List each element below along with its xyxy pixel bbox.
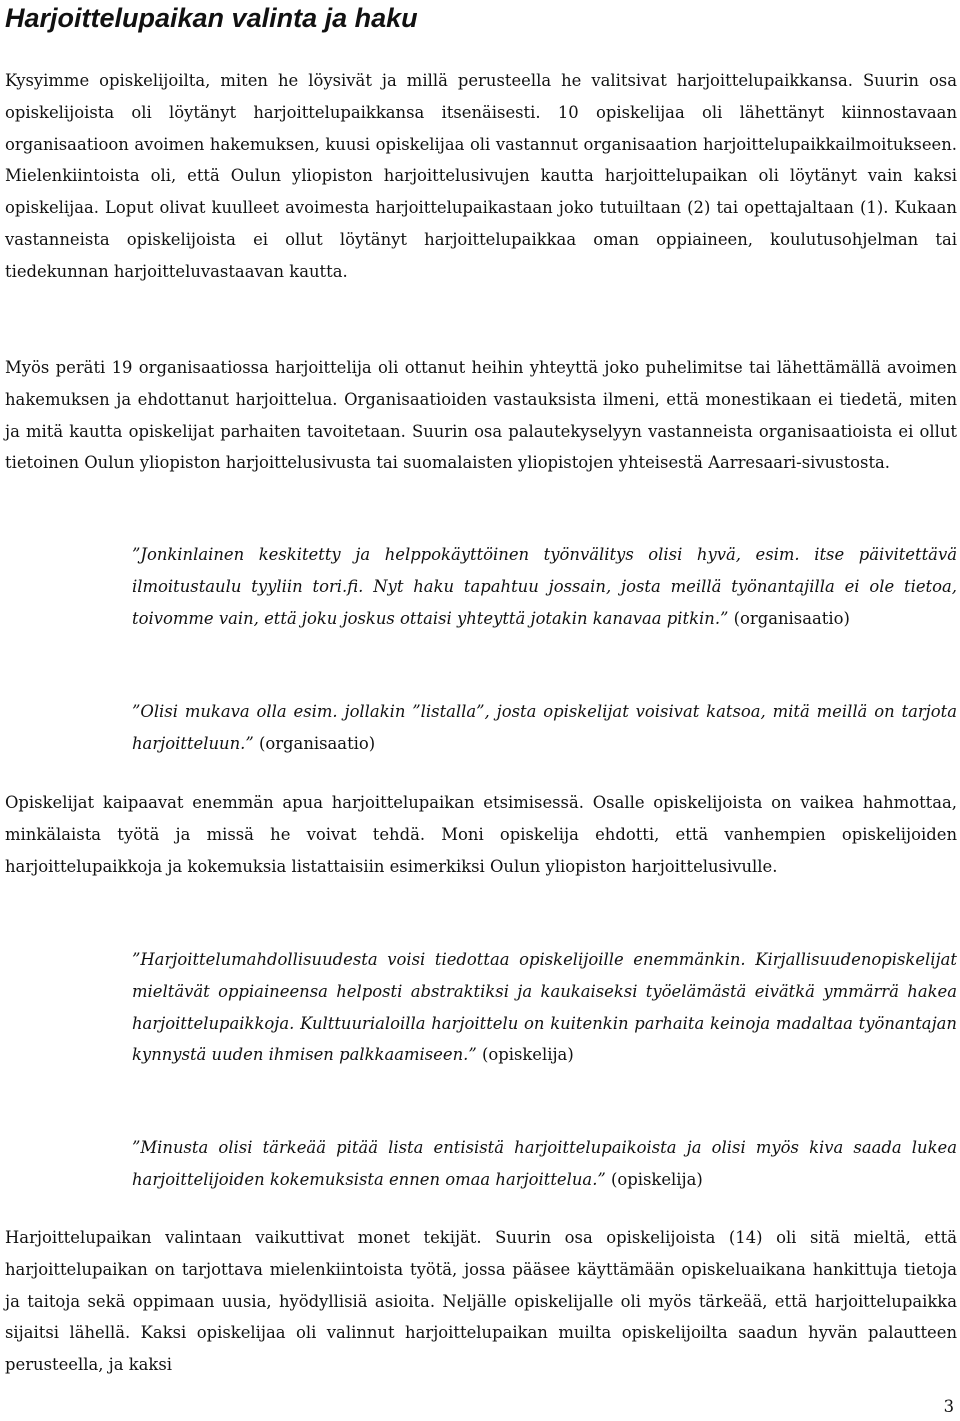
quote-4 xyxy=(132,1132,957,1196)
quote-2-text: ”Olisi mukava olla esim. jollakin ”listalla”, josta opiskelijat voisivat katsoa, mitä meillä on tarjota harjoitteluun.” xyxy=(132,702,957,753)
quote-1-text: ”Jonkinlainen keskitetty ja helppokäyttöinen työnvälitys olisi hyvä, esim. itse päivitettävä ilmoitustaulu tyyliin tori.fi. Nyt haku tapahtuu jossain, josta meillä työnantajilla ei ole tietoa, toivomme vain, että joku joskus ottaisi yhteyttä jotakin kanavaa pitkin.” xyxy=(132,545,957,628)
paragraph-1: Kysyimme opiskelijoilta, miten he löysivät ja millä perusteella he valitsivat harjoittelupaikkansa. Suurin osa opiskelijoista oli löytänyt harjoittelupaikkansa itsenäisesti. 10 opiskelijaa oli lähettänyt kiinnostavaan organisaatioon avoimen hakemuksen, kuusi opiskelijaa oli vastannut organisaation harjoittelupaikkailmoitukseen. Mielenkiintoista oli, että Oulun yliopiston harjoittelusivujen kautta harjoittelupaikan oli löytänyt vain kaksi opiskelijaa. Loput olivat kuulleet avoimesta harjoittelupaikastaan joko tutuiltaan (2) tai opettajaltaan (1). Kukaan vastanneista opiskelijoista ei ollut löytänyt harjoittelupaikkaa oman oppiaineen, koulutusohjelman tai tiedekunnan harjoitteluvastaavan kautta. xyxy=(5,71,957,281)
section-title: Harjoittelupaikan valinta ja haku xyxy=(5,3,418,33)
quote-2-source: (organisaatio) xyxy=(258,733,376,753)
quote-1-source: (organisaatio) xyxy=(733,608,850,628)
quote-4-source: (opiskelija) xyxy=(611,1169,703,1189)
quote-4-text: ”Minusta olisi tärkeää pitää lista entisistä harjoittelupaikoista ja olisi myös kiva saada lukea harjoittelijoiden kokemuksista ennen omaa harjoittelua.” xyxy=(132,1138,957,1189)
quote-3 xyxy=(132,944,957,1071)
paragraph-2: Myös peräti 19 organisaatiossa harjoittelija oli ottanut heihin yhteyttä joko puhelimitse tai lähettämällä avoimen hakemuksen ja ehdottanut harjoittelua. Organisaatioiden vastauksista ilmeni, että monestikaan ei tiedetä, miten ja mitä kautta opiskelijat parhaiten tavoitetaan. Suurin osa palautekyselyyn vastanneista organisaatioista ei ollut tietoinen Oulun yliopiston harjoittelusivusta tai suomalaisten yliopistojen yhteisestä Aarresaari-sivustosta. xyxy=(5,358,957,473)
quote-3-source: (opiskelija) xyxy=(481,1045,574,1065)
page-number: 3 xyxy=(943,1397,954,1416)
paragraph-3: Opiskelijat kaipaavat enemmän apua harjoittelupaikan etsimisessä. Osalle opiskelijoista on vaikea hahmottaa, minkälaista työtä ja missä he voivat tehdä. Moni opiskelija ehdotti, että vanhempien opiskelijoiden harjoittelupaikkoja ja kokemuksia listattaisiin esimerkiksi Oulun yliopiston harjoittelusivulle. xyxy=(5,793,957,876)
quote-2 xyxy=(132,696,957,760)
paragraph-4: Harjoittelupaikan valintaan vaikuttivat monet tekijät. Suurin osa opiskelijoista (14) oli sitä mieltä, että harjoittelupaikan on tarjottava mielenkiintoista työtä, jossa pääsee käyttämään opiskeluaikana hankittuja tietoja ja taitoja sekä oppimaan uusia, hyödyllisiä asioita. Neljälle opiskelijalle oli myös tärkeää, että harjoittelupaikka sijaitsi lähellä. Kaksi opiskelijaa oli valinnut harjoittelupaikan muilta opiskelijoilta saadun hyvän palautteen perusteella, ja kaksi xyxy=(5,1228,957,1375)
quote-3-text: ”Harjoittelumahdollisuudesta voisi tiedottaa opiskelijoille enemmänkin. Kirjallisuudenopiskelijat mieltävät oppiaineensa helposti abstraktiksi ja kaukaiseksi työelämästä eivätkä ymmärrä hakea harjoittelupaikkoja. Kulttuurialoilla harjoittelu on kuitenkin parhaita keinoja madaltaa työnantajan kynnystä uuden ihmisen palkkaamiseen.” xyxy=(132,950,957,1065)
quote-1 xyxy=(132,539,957,634)
